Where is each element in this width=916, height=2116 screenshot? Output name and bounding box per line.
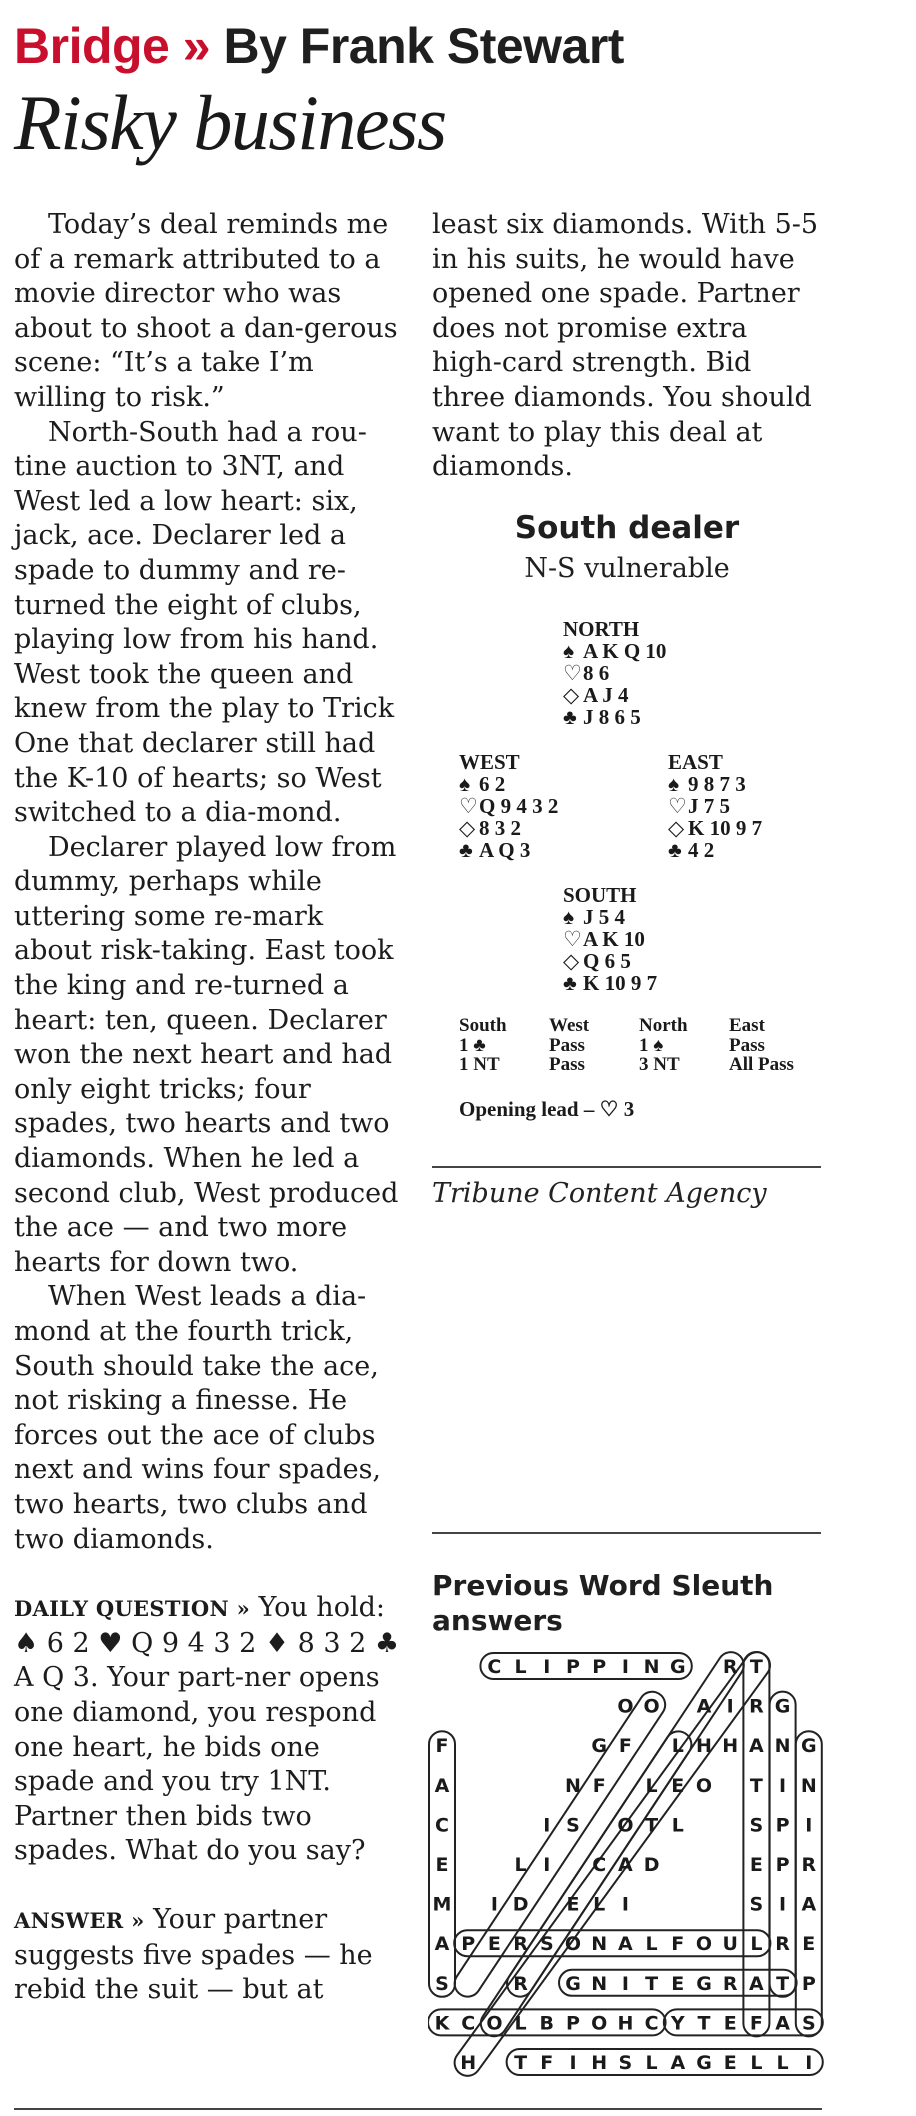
grid-letter: I [779, 1774, 787, 1797]
spades-row [668, 773, 762, 795]
grid-letter: H [722, 1735, 739, 1758]
grid-letter: A [618, 1854, 633, 1876]
grid-letter: T [749, 1774, 763, 1797]
grid-letter: A [434, 1774, 450, 1797]
auction-bid: Pass [729, 1034, 765, 1056]
auction-bid: 1 ♣ [459, 1034, 486, 1056]
grid-letter: F [618, 1735, 632, 1758]
byline: By Frank Stewart [223, 18, 624, 74]
grid-letter: O [617, 1695, 634, 1718]
grid-letter: I [805, 1814, 813, 1837]
answer [14, 1903, 404, 2008]
grid-letter: A [670, 2052, 686, 2074]
grid-letter: S [749, 1893, 764, 1916]
article-paragraph: When West leads a dia-mond at the fourth trick, South should take the ace, not risking a finesse. He forces out the ace of clubs next and wins four spades, two hearts, two clubs and two diamonds. [14, 1281, 382, 1555]
grid-letter: L [514, 1854, 527, 1876]
grid-letter: G [591, 1735, 608, 1758]
hand-east [668, 751, 762, 861]
holding: J 8 6 5 [583, 705, 641, 729]
grid-letter: R [775, 1933, 790, 1956]
daily-question-label: DAILY QUESTION » [14, 1596, 251, 1622]
clubs-row [563, 972, 657, 994]
credit: Tribune Content Agency [432, 1178, 767, 1209]
section-kicker [14, 14, 904, 78]
holding: 8 6 [583, 661, 610, 685]
answer-continuation: least six diamonds. With 5-5 in his suits, he would have opened one spade. Partner does not promise extra high-card strength. Bid three diamonds. You should want to play this deal at diamonds. [432, 209, 819, 483]
grid-letter: T [645, 1814, 659, 1837]
auction-bid: Pass [549, 1054, 585, 1075]
grid-letter: L [514, 2012, 527, 2035]
word-sleuth-grid [428, 1648, 826, 2088]
grid-letter: F [592, 1774, 606, 1797]
spade-icon: ♠ [668, 772, 680, 796]
grid-letter: I [543, 1814, 551, 1837]
spade-icon: ♠ [459, 772, 471, 796]
grid-letter: D [512, 1893, 529, 1916]
grid-letter: I [726, 1695, 734, 1718]
grid-letter: N [591, 1972, 608, 1995]
heart-icon: ♡ [459, 794, 478, 818]
grid-letter: C [461, 2012, 476, 2035]
found-word-loop [480, 1653, 691, 1679]
grid-letter: E [723, 2052, 737, 2074]
grid-letter: L [514, 1656, 527, 1678]
diamonds-row [668, 817, 762, 839]
headline: Risky business [14, 79, 446, 166]
grid-letter: E [802, 1933, 816, 1956]
grid-letter: S [749, 1814, 764, 1837]
article-paragraph: Declarer played low from dummy, perhaps while uttering some re-mark about risk-taking. East took the king and re-turned a heart: ten, queen. Declarer won the next heart and had only eight tricks; four spades, two hearts and two diamonds. When he led a second club, West produced the ace — and two more hearts for down two. [14, 831, 399, 1278]
grid-letter: L [750, 1933, 763, 1956]
grid-letter: T [697, 2012, 711, 2035]
header [14, 14, 904, 168]
auction-bid: All Pass [729, 1054, 794, 1075]
grid-letter: K [434, 2012, 450, 2035]
clubs-row [668, 839, 762, 861]
holding: J 7 5 [688, 794, 730, 818]
grid-letter: E [435, 1854, 449, 1876]
grid-letter: S [435, 1972, 449, 1995]
grid-letter: A [618, 1933, 633, 1956]
spades-row [563, 906, 657, 928]
auction-bid: 1 ♠ [639, 1034, 664, 1056]
grid-letter: C [435, 1814, 449, 1837]
holding: A K Q 10 [583, 639, 667, 663]
grid-letter: G [696, 2052, 712, 2074]
grid-letter: G [669, 1656, 686, 1678]
holding: K 10 9 7 [688, 816, 763, 840]
holding: K 10 9 7 [583, 971, 658, 995]
grid-letter: S [539, 1933, 554, 1956]
answer-text: Your partner suggests five spades — he rebid the suit — but at [14, 1903, 373, 2006]
diamonds-row [563, 950, 657, 972]
article-paragraph: Today’s deal reminds me of a remark attributed to a movie director who was about to shoot a dan-gerous scene: “It’s a take I’m willing to risk.” [14, 209, 398, 413]
grid-letter: O [695, 1933, 713, 1956]
holding: Q 6 5 [583, 949, 631, 973]
grid-letter: S [801, 2012, 816, 2035]
grid-letter: O [486, 2012, 503, 2035]
grid-letter: P [775, 1814, 790, 1837]
grid-letter: I [569, 2052, 577, 2074]
grid-letter: L [593, 1893, 606, 1916]
diamonds-row [459, 817, 558, 839]
grid-letter: O [617, 1814, 634, 1837]
auction-header: South [459, 1015, 507, 1036]
article-right-column [432, 208, 822, 485]
auction-row [459, 1055, 819, 1075]
hand-south [563, 884, 657, 994]
auction-header: North [639, 1015, 688, 1036]
spade-icon: ♠ [563, 639, 575, 663]
grid-letter: R [513, 1933, 528, 1956]
auction-bid: Pass [549, 1034, 585, 1056]
grid-letter: A [775, 2012, 790, 2035]
auction-row [459, 1036, 819, 1056]
grid-letter: A [434, 1933, 450, 1956]
grid-letter: S [566, 1814, 580, 1837]
grid-letter: L [671, 1735, 684, 1758]
grid-letter: C [487, 1656, 502, 1678]
grid-letter: O [695, 1774, 713, 1797]
grid-letter: S [618, 2052, 633, 2074]
grid-letter: L [645, 1933, 658, 1956]
found-word-loop [450, 1687, 671, 2002]
grid-letter: P [592, 1656, 607, 1678]
grid-letter: H [591, 2052, 608, 2074]
grid-letter: T [776, 1972, 790, 1995]
grid-letter: I [779, 1893, 787, 1916]
club-icon: ♣ [563, 971, 577, 995]
divider [432, 1166, 821, 1168]
grid-letter: H [460, 2052, 477, 2074]
grid-letter: T [645, 1972, 659, 1995]
grid-letter: N [591, 1933, 608, 1956]
diamond-icon: ◇ [459, 816, 476, 840]
grid-letter: T [514, 2052, 528, 2074]
spades-row [459, 773, 558, 795]
divider [432, 1532, 821, 1534]
grid-letter: L [776, 2052, 789, 2074]
grid-letter: H [617, 2012, 634, 2035]
grid-letter: G [696, 1972, 712, 1995]
article-left-column [14, 208, 404, 2008]
auction-header: East [729, 1015, 765, 1036]
grid-letter: I [621, 1972, 629, 1995]
grid-letter: E [723, 2012, 737, 2035]
holding: A J 4 [583, 683, 629, 707]
club-icon: ♣ [668, 838, 682, 862]
diamond-icon: ◇ [563, 683, 580, 707]
diamond-icon: ◇ [563, 949, 580, 973]
section-name: Bridge [14, 18, 170, 74]
grid-letter: N [800, 1774, 817, 1797]
grid-letter: N [565, 1774, 581, 1797]
grid-letter: P [801, 1972, 816, 1995]
auction-header-row [459, 1016, 819, 1036]
grid-letter: I [543, 1656, 551, 1678]
deal-vulnerability: N-S vulnerable [524, 553, 730, 584]
auction-bid: 3 NT [639, 1054, 680, 1075]
grid-letter: L [671, 1814, 684, 1837]
grid-letter: A [801, 1893, 817, 1916]
holding: 9 8 7 3 [688, 772, 746, 796]
grid-letter: A [749, 1735, 764, 1758]
found-word-loop [507, 2049, 823, 2075]
grid-letter: E [671, 1972, 685, 1995]
grid-letter: L [645, 2052, 658, 2074]
grid-letter: P [566, 2012, 580, 2035]
grid-letter: I [490, 1893, 498, 1916]
grid-letter: G [800, 1735, 817, 1758]
grid-letter: E [749, 1854, 763, 1876]
grid-letter: C [644, 2012, 659, 2035]
grid-letter: E [487, 1933, 501, 1956]
holding: 8 3 2 [479, 816, 521, 840]
grid-letter: U [722, 1933, 738, 1956]
auction-header: West [549, 1015, 590, 1036]
grid-letter: Y [670, 2012, 685, 2035]
heart-icon: ♡ [563, 661, 582, 685]
hand-name: EAST [668, 750, 723, 774]
grid-letter: B [539, 2012, 555, 2035]
grid-letter: P [566, 1656, 580, 1678]
grid-letter: N [643, 1656, 660, 1678]
spade-icon: ♠ [563, 905, 575, 929]
club-icon: ♣ [459, 838, 473, 862]
grid-letter: O [643, 1695, 660, 1718]
grid-letter: M [432, 1893, 452, 1916]
grid-letter: R [722, 1656, 738, 1678]
grid-letter: C [592, 1854, 607, 1876]
grid-letter: F [671, 1933, 685, 1956]
spades-row [563, 640, 666, 662]
hand-north [563, 618, 666, 728]
diamond-icon: ◇ [668, 816, 685, 840]
holding: A K 10 [583, 927, 645, 951]
grid-letter: R [513, 1972, 528, 1995]
grid-letter: R [801, 1854, 817, 1876]
hearts-row [563, 662, 666, 684]
holding: Q 9 4 3 2 [479, 794, 559, 818]
section-separator: » [182, 18, 211, 74]
grid-letter: I [805, 2052, 813, 2074]
clubs-row [563, 706, 666, 728]
grid-letter: G [774, 1695, 791, 1718]
holding: J 5 4 [583, 905, 625, 929]
auction-table [459, 1016, 819, 1075]
grid-letter: P [461, 1933, 476, 1956]
grid-letter: I [543, 1854, 551, 1876]
grid-letter: O [564, 1933, 582, 1956]
grid-letter: F [749, 2012, 763, 2035]
deal-dealer: South dealer [514, 510, 740, 546]
grid-letter: A [749, 1972, 764, 1995]
holding: 4 2 [688, 838, 715, 862]
grid-letter: E [566, 1893, 580, 1916]
diamonds-row [563, 684, 666, 706]
heart-icon: ♡ [563, 927, 582, 951]
divider [14, 2108, 822, 2110]
heart-icon: ♡ [668, 794, 687, 818]
grid-letter: I [621, 1656, 629, 1678]
hand-name: NORTH [563, 617, 640, 641]
auction-bid: 1 NT [459, 1054, 500, 1075]
grid-letter: D [643, 1854, 660, 1876]
grid-letter: A [696, 1695, 712, 1718]
daily-question [14, 1591, 404, 1869]
grid-letter: H [696, 1735, 712, 1758]
holding: A Q 3 [479, 838, 531, 862]
hand-name: SOUTH [563, 883, 637, 907]
grid-letter: G [565, 1972, 581, 1995]
answer-label: ANSWER » [14, 1907, 145, 1933]
club-icon: ♣ [563, 705, 577, 729]
hearts-row [668, 795, 762, 817]
hearts-row [459, 795, 558, 817]
opening-lead: Opening lead – ♡ 3 [459, 1097, 635, 1121]
grid-letter: N [774, 1735, 791, 1758]
grid-letter: L [645, 1774, 658, 1797]
hand-west [459, 751, 558, 861]
article-paragraph: North-South had a rou-tine auction to 3NT, and West led a low heart: six, jack, ace. Declarer led a spade to dummy and re-turned the eight of clubs, playing low from his hand. West took the queen and knew from the play to Trick One that declarer still had the K-10 of hearts; so West switched to a dia-mond. [14, 416, 395, 829]
word-sleuth-title: Previous Word Sleuth answers [432, 1569, 774, 1637]
grid-letter: I [621, 1893, 629, 1916]
grid-letter: F [540, 2052, 554, 2074]
grid-letter: F [435, 1735, 449, 1758]
grid-letter: T [749, 1656, 763, 1678]
hearts-row [563, 928, 657, 950]
grid-letter: R [722, 1972, 738, 1995]
holding: 6 2 [479, 772, 506, 796]
grid-letter: R [749, 1695, 764, 1718]
hand-name: WEST [459, 750, 520, 774]
grid-letter: E [671, 1774, 685, 1797]
daily-question-text: You hold: ♠ 6 2 ♥ Q 9 4 3 2 ♦ 8 3 2 ♣ A Q 3. Your part-ner opens one diamond, you respond one heart, he bids one spade and you try 1NT. Partner then bids two spades. What do you say? [14, 1592, 400, 1867]
grid-letter: P [775, 1854, 790, 1876]
grid-letter: L [750, 2052, 763, 2074]
clubs-row [459, 839, 558, 861]
grid-letter: O [591, 2012, 608, 2035]
